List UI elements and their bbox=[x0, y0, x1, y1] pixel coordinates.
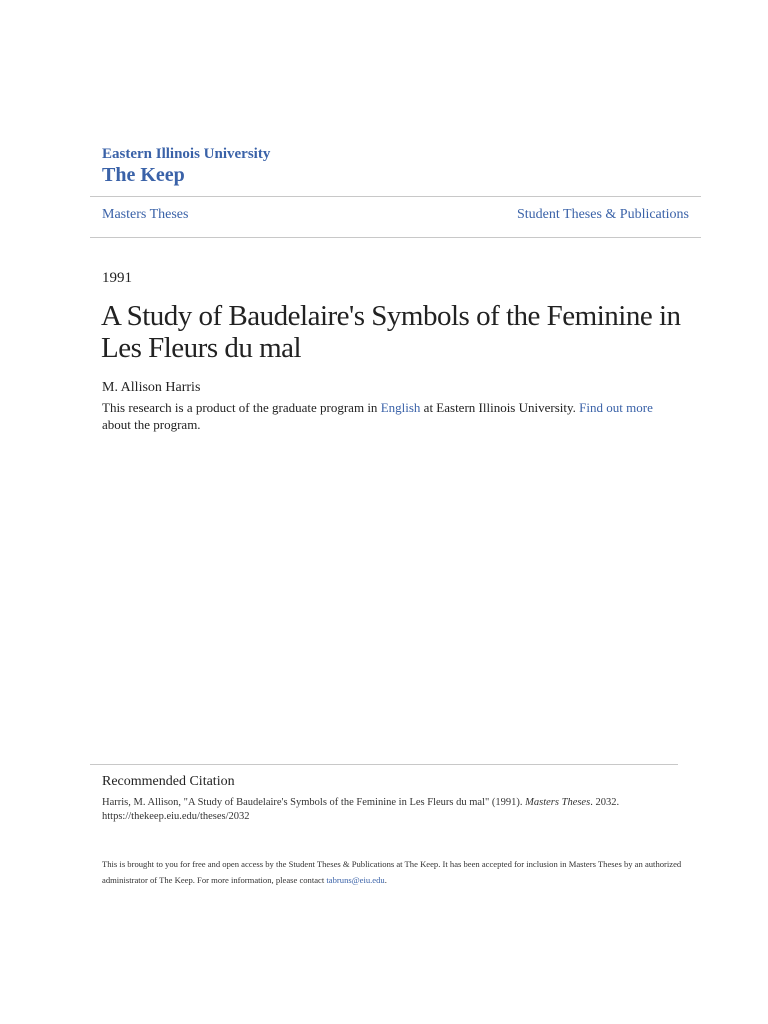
masters-theses-link[interactable]: Masters Theses bbox=[102, 207, 189, 222]
program-suffix: about the program. bbox=[102, 417, 201, 432]
document-title: A Study of Baudelaire's Symbols of the Feminine in Les Fleurs du mal bbox=[101, 300, 681, 364]
program-middle: at Eastern Illinois University. bbox=[423, 400, 576, 415]
repository-name[interactable]: The Keep bbox=[102, 164, 185, 186]
nav-divider bbox=[90, 237, 701, 238]
citation-divider bbox=[90, 764, 678, 765]
publication-year: 1991 bbox=[102, 270, 132, 286]
citation-text bbox=[102, 796, 682, 824]
contact-email-link[interactable]: tabruns@eiu.edu bbox=[326, 875, 385, 885]
english-program-link[interactable]: English bbox=[380, 400, 421, 415]
program-statement bbox=[102, 399, 682, 433]
recommended-citation-heading: Recommended Citation bbox=[102, 774, 235, 789]
repository-header bbox=[102, 145, 702, 187]
citation-suffix: . 2032. bbox=[590, 797, 620, 808]
access-notice-end: . bbox=[384, 875, 387, 885]
university-name[interactable]: Eastern Illinois University bbox=[102, 146, 271, 162]
access-notice bbox=[102, 856, 692, 888]
citation-prefix: Harris, M. Allison, "A Study of Baudelaire's Symbols of the Feminine in Les Fleurs du mal" (1991). bbox=[102, 797, 523, 808]
top-divider bbox=[90, 196, 701, 197]
access-notice-text: This is brought to you for free and open access by the Student Theses & Publications at The Keep. It has been accepted for inclusion in Masters Theses by an authorized administrator of The Keep. For more information, please contact bbox=[102, 859, 682, 885]
citation-url: https://thekeep.eiu.edu/theses/2032 bbox=[102, 811, 250, 822]
student-theses-publications-link[interactable]: Student Theses & Publications bbox=[516, 207, 689, 222]
program-prefix: This research is a product of the graduate program in bbox=[102, 400, 378, 415]
citation-journal: Masters Theses bbox=[525, 797, 591, 808]
author-name: M. Allison Harris bbox=[102, 380, 201, 395]
find-out-more-link[interactable]: Find out more bbox=[579, 400, 653, 415]
